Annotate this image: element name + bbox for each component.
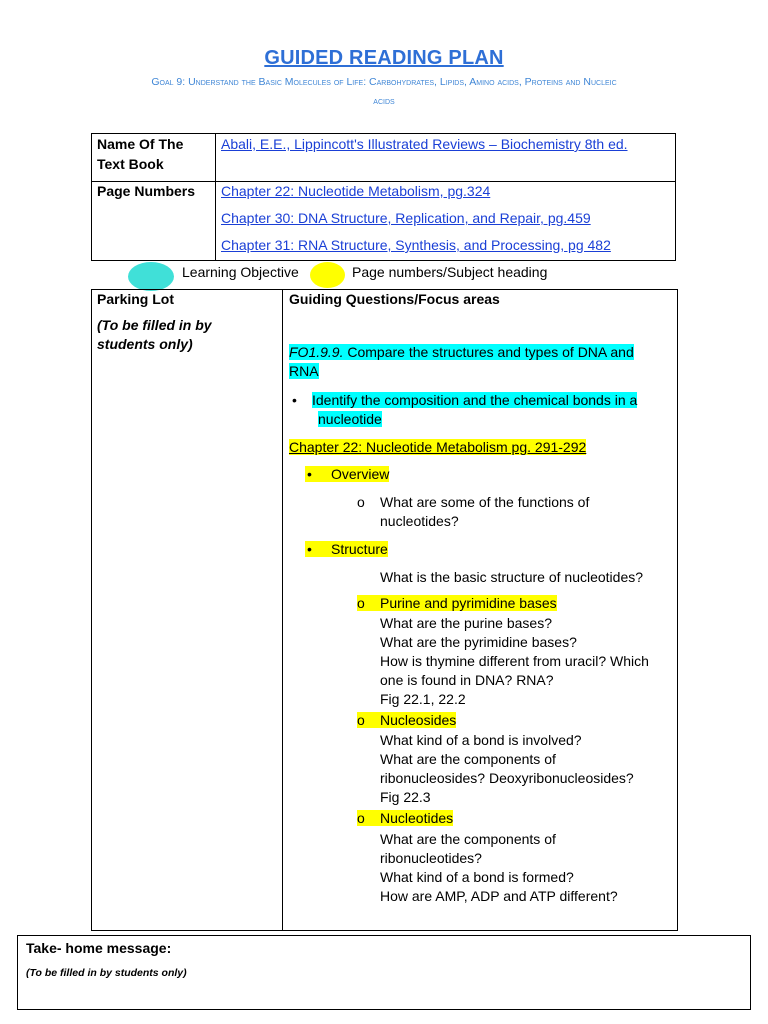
focus-objective-code: FO1.9.9. xyxy=(289,344,344,360)
textbook-name-label: Name Of The Text Book xyxy=(97,136,184,172)
take-home-heading: Take- home message: xyxy=(26,940,172,956)
guided-reading-table xyxy=(91,289,678,931)
nucleosides-questions: What kind of a bond is involved? What are the components of ribonucleosides? Deoxyribonucleosides? Fig 22.3 xyxy=(380,732,634,805)
chapter-22-heading: Chapter 22: Nucleotide Metabolism pg. 291-292 xyxy=(289,439,587,455)
parking-lot-note: (To be filled in by students only) xyxy=(97,317,212,352)
chapter-link-31[interactable]: Chapter 31: RNA Structure, Synthesis, and Processing, pg 482 xyxy=(221,237,611,253)
chapter-link-22[interactable]: Chapter 22: Nucleotide Metabolism, pg.324 xyxy=(221,183,491,199)
circle-bullet-icon: o xyxy=(357,595,365,611)
page-numbers-heading-label: Page numbers/Subject heading xyxy=(352,264,548,280)
structure-question: What is the basic structure of nucleotides? xyxy=(380,569,644,585)
bases-subheading: o Purine and pyrimidine bases xyxy=(357,595,557,611)
circle-bullet-icon: o xyxy=(357,494,365,510)
learning-objective-swatch xyxy=(128,262,174,291)
table-divider xyxy=(282,290,283,930)
circle-bullet-icon: o xyxy=(357,810,365,826)
bullet-icon: • xyxy=(292,392,297,408)
page-title: GUIDED READING PLAN xyxy=(264,47,504,69)
page-numbers-swatch xyxy=(310,262,345,288)
identify-bullet: • Identify the composition and the chemical bonds in a nucleotide xyxy=(292,392,638,427)
overview-bullet: • Overview xyxy=(307,466,390,482)
nucleotides-questions: What are the components of ribonucleotides? What kind of a bond is formed? How are AMP, ADP and ATP different? xyxy=(380,831,618,904)
bases-questions: What are the purine bases? What are the pyrimidine bases? How is thymine different from uracil? Which one is found in DNA? RNA? Fig 22.1, 22.2 xyxy=(380,615,649,707)
circle-bullet-icon: o xyxy=(357,712,365,728)
textbook-table xyxy=(91,133,676,261)
goal-subtitle-line-2: acids xyxy=(373,95,395,107)
goal-subtitle-line-1: Goal 9: Understand the Basic Molecules of Life: Carbohydrates, Lipids, Amino acids, Proteins and Nucleic xyxy=(151,76,617,88)
parking-lot-heading: Parking Lot xyxy=(97,291,175,307)
chapter-link-30[interactable]: Chapter 30: DNA Structure, Replication, and Repair, pg.459 xyxy=(221,210,591,226)
nucleotides-subheading: o Nucleotides xyxy=(357,810,454,826)
structure-bullet: • Structure xyxy=(307,541,388,557)
overview-question: o What are some of the functions of nucleotides? xyxy=(357,494,590,529)
textbook-link[interactable]: Abali, E.E., Lippincott's Illustrated Reviews – Biochemistry 8th ed. xyxy=(221,136,628,152)
focus-objective: FO1.9.9. Compare the structures and types of DNA and RNA xyxy=(289,344,634,379)
page-numbers-label: Page Numbers xyxy=(97,183,196,199)
take-home-note: (To be filled in by students only) xyxy=(26,967,187,979)
goal-subtitle xyxy=(95,73,673,111)
table-divider xyxy=(215,134,216,260)
bullet-icon: • xyxy=(307,541,312,557)
guiding-questions-heading: Guiding Questions/Focus areas xyxy=(289,291,500,307)
take-home-box[interactable] xyxy=(17,935,751,1010)
learning-objective-label: Learning Objective xyxy=(182,264,299,280)
bullet-icon: • xyxy=(307,466,312,482)
nucleosides-subheading: o Nucleosides xyxy=(357,712,457,728)
